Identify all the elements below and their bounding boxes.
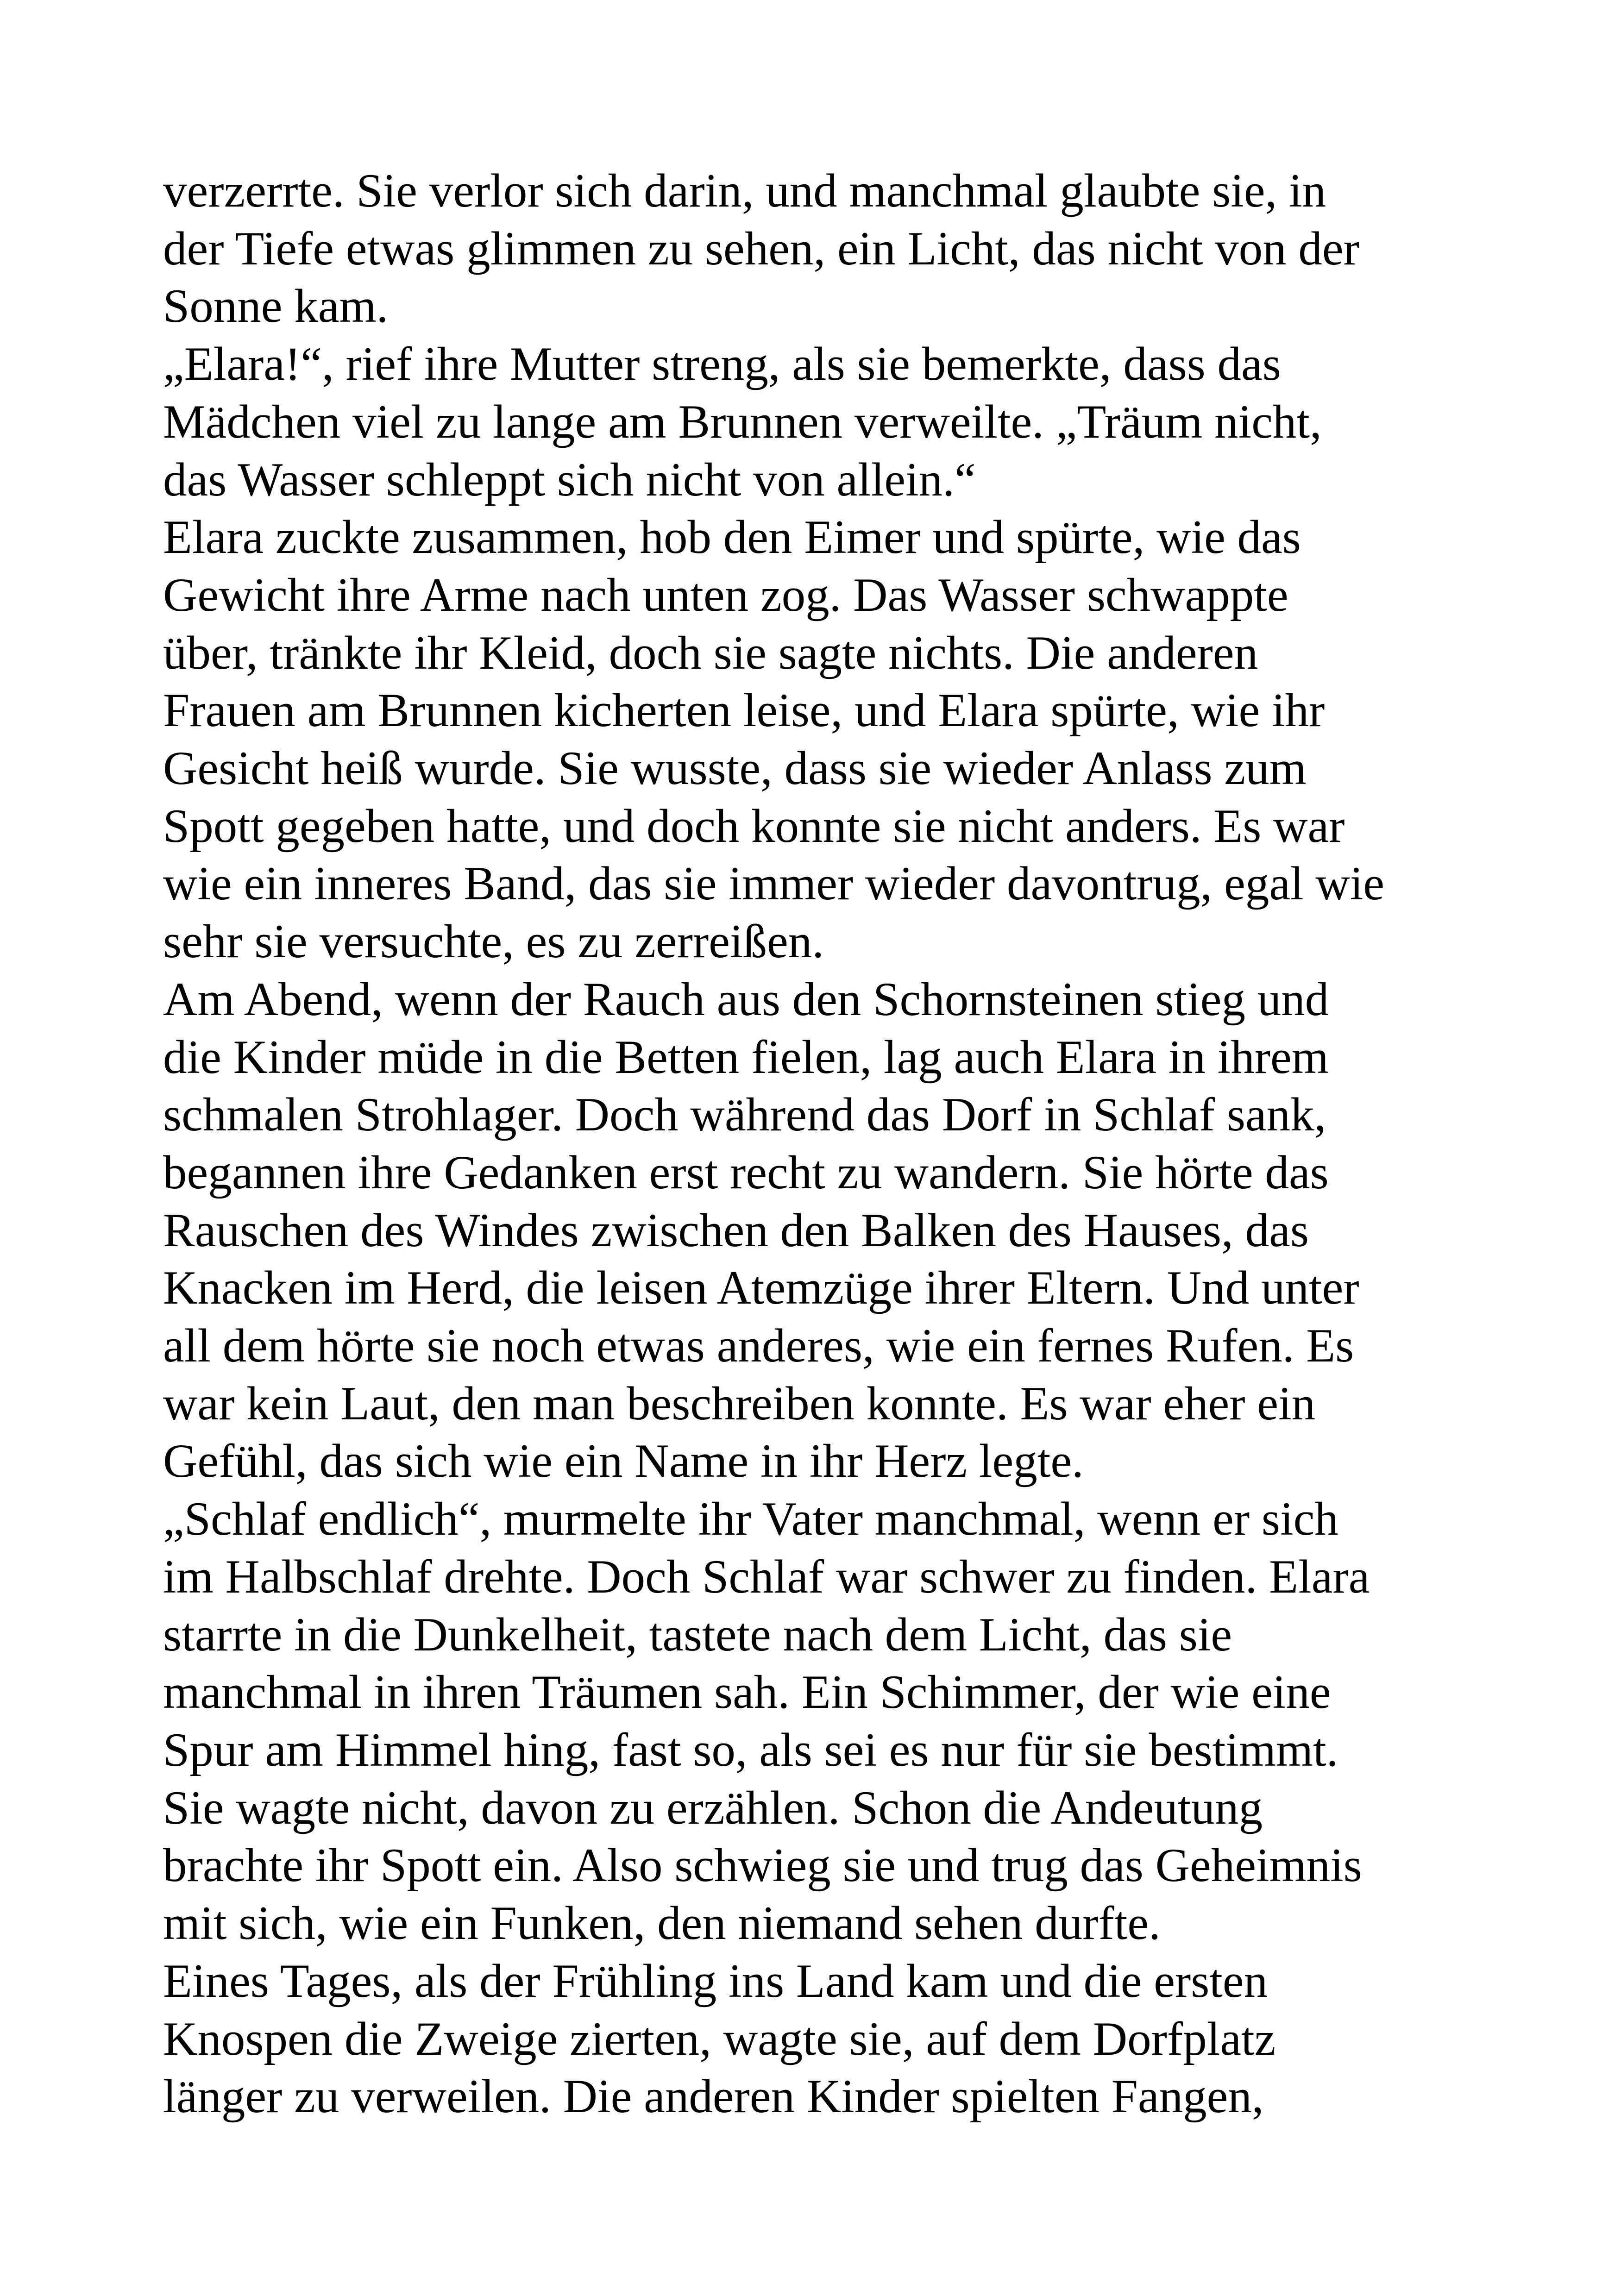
text-line: Spott gegeben hatte, und doch konnte sie nicht anders. Es war [163,799,1345,853]
text-line: sehr sie versuchte, es zu zerreißen. [163,915,824,968]
text-line: Elara zuckte zusammen, hob den Eimer und spürte, wie das [163,511,1301,564]
text-line: länger zu verweilen. Die anderen Kinder spielten Fangen, [163,2070,1264,2123]
text-line: Mädchen viel zu lange am Brunnen verweilte. „Träum nicht, [163,395,1322,448]
body-text [163,162,1506,2126]
text-line: „Elara!“, rief ihre Mutter streng, als sie bemerkte, dass das [163,338,1281,391]
text-line: Frauen am Brunnen kicherten leise, und Elara spürte, wie ihr [163,684,1325,737]
text-line: Spur am Himmel hing, fast so, als sei es nur für sie bestimmt. [163,1723,1338,1776]
text-line: Gewicht ihre Arme nach unten zog. Das Wasser schwappte [163,568,1288,621]
text-line: wie ein inneres Band, das sie immer wieder davontrug, egal wie [163,857,1385,910]
text-line: schmalen Strohlager. Doch während das Dorf in Schlaf sank, [163,1088,1326,1142]
text-line: im Halbschlaf drehte. Doch Schlaf war schwer zu finden. Elara [163,1550,1370,1603]
text-line: begannen ihre Gedanken erst recht zu wandern. Sie hörte das [163,1146,1329,1199]
text-line: war kein Laut, den man beschreiben konnte. Es war eher ein [163,1377,1316,1430]
text-line: Eines Tages, als der Frühling ins Land kam und die ersten [163,1954,1268,2007]
text-line: starrte in die Dunkelheit, tastete nach dem Licht, das sie [163,1608,1232,1661]
text-line: Gefühl, das sich wie ein Name in ihr Herz legte. [163,1435,1084,1488]
text-line: mit sich, wie ein Funken, den niemand sehen durfte. [163,1897,1161,1950]
text-line: Sonne kam. [163,280,389,333]
text-line: „Schlaf endlich“, murmelte ihr Vater manchmal, wenn er sich [163,1493,1338,1546]
text-line: Rauschen des Windes zwischen den Balken des Hauses, das [163,1204,1309,1257]
text-line: brachte ihr Spott ein. Also schwieg sie und trug das Geheimnis [163,1839,1362,1892]
text-line: manchmal in ihren Träumen sah. Ein Schimmer, der wie eine [163,1666,1331,1719]
text-line: über, tränkte ihr Kleid, doch sie sagte nichts. Die anderen [163,626,1258,679]
text-line: der Tiefe etwas glimmen zu sehen, ein Licht, das nicht von der [163,222,1359,275]
text-line: Am Abend, wenn der Rauch aus den Schornsteinen stieg und [163,972,1329,1026]
text-line: all dem hörte sie noch etwas anderes, wie ein fernes Rufen. Es [163,1319,1354,1373]
text-line: verzerrte. Sie verlor sich darin, und manchmal glaubte sie, in [163,164,1326,217]
text-line: Knospen die Zweige zierten, wagte sie, auf dem Dorfplatz [163,2012,1276,2065]
text-line: Knacken im Herd, die leisen Atemzüge ihrer Eltern. Und unter [163,1261,1359,1315]
text-line: Gesicht heiß wurde. Sie wusste, dass sie wieder Anlass zum [163,742,1307,795]
text-line: Sie wagte nicht, davon zu erzählen. Schon die Andeutung [163,1781,1263,1834]
text-line: die Kinder müde in die Betten fielen, lag auch Elara in ihrem [163,1030,1329,1084]
text-line: das Wasser schleppt sich nicht von allein.“ [163,453,976,506]
